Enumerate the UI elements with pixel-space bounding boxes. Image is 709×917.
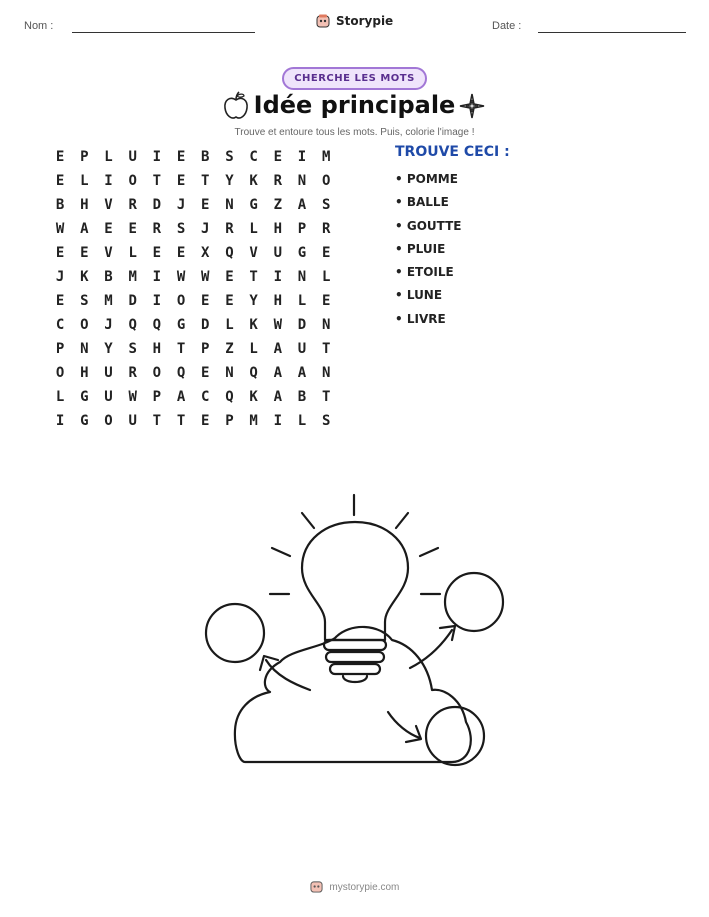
grid-letter[interactable]: U xyxy=(104,389,113,405)
grid-letter[interactable]: S xyxy=(80,293,89,309)
grid-letter[interactable]: Q xyxy=(249,365,258,381)
grid-letter[interactable]: R xyxy=(321,221,331,237)
grid-letter[interactable]: J xyxy=(201,221,210,237)
grid-letter[interactable]: L xyxy=(321,269,331,285)
grid-letter[interactable]: V xyxy=(104,197,113,213)
grid-letter[interactable]: R xyxy=(273,173,282,189)
grid-letter[interactable]: W xyxy=(273,317,282,333)
grid-letter[interactable]: H xyxy=(273,221,282,237)
circle-right xyxy=(445,573,503,631)
grid-letter[interactable]: I xyxy=(55,413,65,429)
grid-letter[interactable]: P xyxy=(152,389,162,405)
grid-letter[interactable]: L xyxy=(80,173,89,189)
grid-row xyxy=(48,316,338,340)
grid-letter[interactable]: E xyxy=(55,173,65,189)
grid-letter[interactable]: D xyxy=(128,293,137,309)
grid-letter[interactable]: P xyxy=(80,149,89,165)
grid-letter[interactable]: N xyxy=(297,269,307,285)
grid-letter[interactable]: S xyxy=(225,149,234,165)
grid-letter[interactable]: D xyxy=(297,317,307,333)
date-label: Date : xyxy=(492,20,522,32)
grid-letter[interactable]: E xyxy=(55,149,65,165)
grid-letter[interactable]: T xyxy=(321,341,331,357)
grid-letter[interactable]: A xyxy=(80,221,89,237)
grid-letter[interactable]: P xyxy=(297,221,307,237)
instructions: Trouve et entoure tous les mots. Puis, colorie l'image ! xyxy=(234,127,475,138)
grid-letter[interactable]: M xyxy=(321,149,331,165)
grid-letter[interactable]: S xyxy=(176,221,186,237)
grid-letter[interactable]: P xyxy=(55,341,65,357)
grid-letter[interactable]: I xyxy=(152,293,162,309)
grid-row xyxy=(48,388,338,412)
grid-letter[interactable]: T xyxy=(152,413,162,429)
grid-letter[interactable]: C xyxy=(55,317,65,333)
grid-letter[interactable]: A xyxy=(273,389,282,405)
grid-letter[interactable]: H xyxy=(152,341,162,357)
grid-letter[interactable]: T xyxy=(176,413,186,429)
footer-url[interactable]: mystorypie.com xyxy=(329,882,400,893)
grid-letter[interactable]: R xyxy=(225,221,234,237)
grid-letter[interactable]: T xyxy=(201,173,210,189)
arrow-right xyxy=(410,630,452,668)
grid-letter[interactable]: R xyxy=(128,197,137,213)
grid-letter[interactable]: E xyxy=(176,173,186,189)
grid-letter[interactable]: E xyxy=(80,245,89,261)
grid-row xyxy=(48,244,338,268)
grid-letter[interactable]: A xyxy=(176,389,186,405)
grid-letter[interactable]: L xyxy=(249,221,258,237)
grid-letter[interactable]: N xyxy=(321,317,331,333)
grid-letter[interactable]: B xyxy=(55,197,65,213)
grid-letter[interactable]: W xyxy=(201,269,210,285)
grid-letter[interactable]: G xyxy=(176,317,186,333)
grid-letter[interactable]: B xyxy=(297,389,307,405)
grid-letter[interactable]: I xyxy=(104,173,113,189)
grid-row xyxy=(48,292,338,316)
grid-letter[interactable]: O xyxy=(321,173,331,189)
grid-letter[interactable]: L xyxy=(128,245,137,261)
grid-row xyxy=(48,412,338,436)
grid-letter[interactable]: T xyxy=(249,269,258,285)
grid-letter[interactable]: D xyxy=(152,197,162,213)
grid-letter[interactable]: M xyxy=(104,293,113,309)
grid-letter[interactable]: E xyxy=(55,245,65,261)
grid-letter[interactable]: Q xyxy=(176,365,186,381)
lightbulb-cloud-illustration[interactable] xyxy=(195,485,515,775)
grid-letter[interactable]: U xyxy=(128,149,137,165)
grid-letter[interactable]: W xyxy=(176,269,186,285)
grid-letter[interactable]: Y xyxy=(104,341,113,357)
find-word-pluie: • PLUIE xyxy=(395,241,446,256)
grid-letter[interactable]: E xyxy=(201,413,210,429)
grid-letter[interactable]: U xyxy=(104,365,113,381)
bulb-band-2 xyxy=(326,652,384,662)
find-list-title: TROUVE CECI : xyxy=(395,144,510,160)
find-list xyxy=(395,144,510,335)
grid-letter[interactable]: E xyxy=(321,293,331,309)
ray-2 xyxy=(396,513,408,528)
grid-letter[interactable]: N xyxy=(225,197,234,213)
grid-letter[interactable]: Q xyxy=(152,317,162,333)
grid-letter[interactable]: E xyxy=(273,149,282,165)
bulb-band-1 xyxy=(324,640,386,650)
grid-letter[interactable]: E xyxy=(201,365,210,381)
grid-letter[interactable]: S xyxy=(321,197,331,213)
grid-letter[interactable]: R xyxy=(152,221,162,237)
grid-letter[interactable]: S xyxy=(128,341,137,357)
find-word-livre: • LIVRE xyxy=(395,311,446,326)
grid-letter[interactable]: B xyxy=(104,269,113,285)
grid-letter[interactable]: V xyxy=(249,245,258,261)
grid-letter[interactable]: Q xyxy=(128,317,137,333)
grid-letter[interactable]: I xyxy=(297,149,307,165)
grid-letter[interactable]: L xyxy=(104,149,113,165)
grid-letter[interactable]: G xyxy=(80,389,89,405)
grid-row xyxy=(48,364,338,388)
grid-letter[interactable]: L xyxy=(297,293,307,309)
brand-name: Storypie xyxy=(335,14,394,28)
grid-letter[interactable]: E xyxy=(201,293,210,309)
bulb-tip xyxy=(343,676,367,682)
name-line[interactable] xyxy=(72,32,255,33)
footer xyxy=(0,880,709,893)
grid-letter[interactable]: E xyxy=(152,245,162,261)
grid-letter[interactable]: S xyxy=(321,413,331,429)
star-icon xyxy=(459,93,485,119)
grid-letter[interactable]: G xyxy=(297,245,307,261)
grid-letter[interactable]: O xyxy=(176,293,186,309)
find-word-pomme: • POMME xyxy=(395,172,458,186)
grid-letter[interactable]: Z xyxy=(273,197,282,213)
grid-letter[interactable]: K xyxy=(249,389,258,405)
grid-letter[interactable]: N xyxy=(80,341,89,357)
grid-letter[interactable]: I xyxy=(273,413,282,429)
grid-letter[interactable]: W xyxy=(55,221,65,237)
grid-letter[interactable]: N xyxy=(297,173,307,189)
grid-row xyxy=(48,340,338,364)
grid-letter[interactable]: K xyxy=(80,269,89,285)
grid-letter[interactable]: L xyxy=(297,413,307,429)
grid-letter[interactable]: U xyxy=(128,413,137,429)
grid-letter[interactable]: V xyxy=(104,245,113,261)
grid-row xyxy=(48,220,338,244)
grid-letter[interactable]: E xyxy=(321,245,331,261)
grid-letter[interactable]: J xyxy=(55,269,65,285)
find-word-goutte: • GOUTTE xyxy=(395,218,462,233)
page-title: Idée principale xyxy=(253,91,456,119)
ray-3 xyxy=(272,548,290,556)
grid-letter[interactable]: Y xyxy=(225,173,234,189)
grid-letter[interactable]: U xyxy=(273,245,282,261)
bulb-band-3 xyxy=(330,664,380,674)
word-search-grid[interactable] xyxy=(48,148,338,436)
grid-letter[interactable]: I xyxy=(273,269,282,285)
grid-letter[interactable]: W xyxy=(128,389,137,405)
grid-letter[interactable]: C xyxy=(201,389,210,405)
grid-letter[interactable]: A xyxy=(297,197,307,213)
grid-letter[interactable]: J xyxy=(104,317,113,333)
footer-logo-icon xyxy=(310,880,323,893)
activity-badge: CHERCHE LES MOTS xyxy=(282,67,427,90)
grid-letter[interactable]: H xyxy=(273,293,282,309)
grid-letter[interactable]: N xyxy=(225,365,234,381)
grid-letter[interactable]: O xyxy=(55,365,65,381)
grid-letter[interactable]: T xyxy=(176,341,186,357)
grid-letter[interactable]: P xyxy=(225,413,234,429)
grid-letter[interactable]: I xyxy=(152,269,162,285)
grid-letter[interactable]: N xyxy=(321,365,331,381)
grid-letter[interactable]: R xyxy=(128,365,137,381)
circle-bottom xyxy=(426,707,484,765)
grid-letter[interactable]: G xyxy=(80,413,89,429)
ray-4 xyxy=(420,548,438,556)
grid-row xyxy=(48,268,338,292)
grid-letter[interactable]: U xyxy=(297,341,307,357)
grid-row xyxy=(48,196,338,220)
grid-letter[interactable]: P xyxy=(201,341,210,357)
grid-letter[interactable]: L xyxy=(249,341,258,357)
circle-left xyxy=(206,604,264,662)
arrow-left xyxy=(266,660,310,690)
grid-letter[interactable]: O xyxy=(80,317,89,333)
grid-letter[interactable]: M xyxy=(128,269,137,285)
grid-letter[interactable]: J xyxy=(176,197,186,213)
grid-letter[interactable]: M xyxy=(249,413,258,429)
grid-letter[interactable]: Y xyxy=(249,293,258,309)
grid-letter[interactable]: L xyxy=(225,317,234,333)
grid-letter[interactable]: T xyxy=(321,389,331,405)
storypie-logo-icon xyxy=(316,14,330,28)
cloud-shape xyxy=(235,627,471,762)
bulb-glass xyxy=(302,522,408,640)
grid-letter[interactable]: E xyxy=(128,221,137,237)
grid-row xyxy=(48,148,338,172)
grid-letter[interactable]: E xyxy=(176,149,186,165)
arrow-bottom xyxy=(388,712,420,738)
grid-letter[interactable]: E xyxy=(225,293,234,309)
grid-letter[interactable]: G xyxy=(249,197,258,213)
grid-letter[interactable]: E xyxy=(201,197,210,213)
name-label: Nom : xyxy=(24,20,54,32)
grid-letter[interactable]: D xyxy=(201,317,210,333)
grid-letter[interactable]: A xyxy=(273,341,282,357)
grid-letter[interactable]: O xyxy=(152,365,162,381)
date-line[interactable] xyxy=(538,32,686,33)
grid-letter[interactable]: A xyxy=(273,365,282,381)
find-word-balle: • BALLE xyxy=(395,195,449,210)
grid-letter[interactable]: K xyxy=(249,173,258,189)
grid-letter[interactable]: O xyxy=(104,413,113,429)
grid-letter[interactable]: Z xyxy=(225,341,234,357)
grid-row xyxy=(48,172,338,196)
grid-letter[interactable]: B xyxy=(201,149,210,165)
find-word-lune: • LUNE xyxy=(395,288,443,303)
grid-letter[interactable]: K xyxy=(249,317,258,333)
find-word-etoile: • ETOILE xyxy=(395,265,454,280)
grid-letter[interactable]: H xyxy=(80,365,89,381)
grid-letter[interactable]: L xyxy=(55,389,65,405)
grid-letter[interactable]: Q xyxy=(225,245,234,261)
grid-letter[interactable]: E xyxy=(55,293,65,309)
grid-letter[interactable]: H xyxy=(80,197,89,213)
grid-letter[interactable]: E xyxy=(225,269,234,285)
grid-letter[interactable]: O xyxy=(128,173,137,189)
grid-letter[interactable]: X xyxy=(201,245,210,261)
grid-letter[interactable]: E xyxy=(176,245,186,261)
grid-letter[interactable]: I xyxy=(152,149,162,165)
grid-letter[interactable]: E xyxy=(104,221,113,237)
grid-letter[interactable]: T xyxy=(152,173,162,189)
brand xyxy=(0,14,709,28)
grid-letter[interactable]: Q xyxy=(225,389,234,405)
ray-1 xyxy=(302,513,314,528)
grid-letter[interactable]: A xyxy=(297,365,307,381)
grid-letter[interactable]: C xyxy=(249,149,258,165)
